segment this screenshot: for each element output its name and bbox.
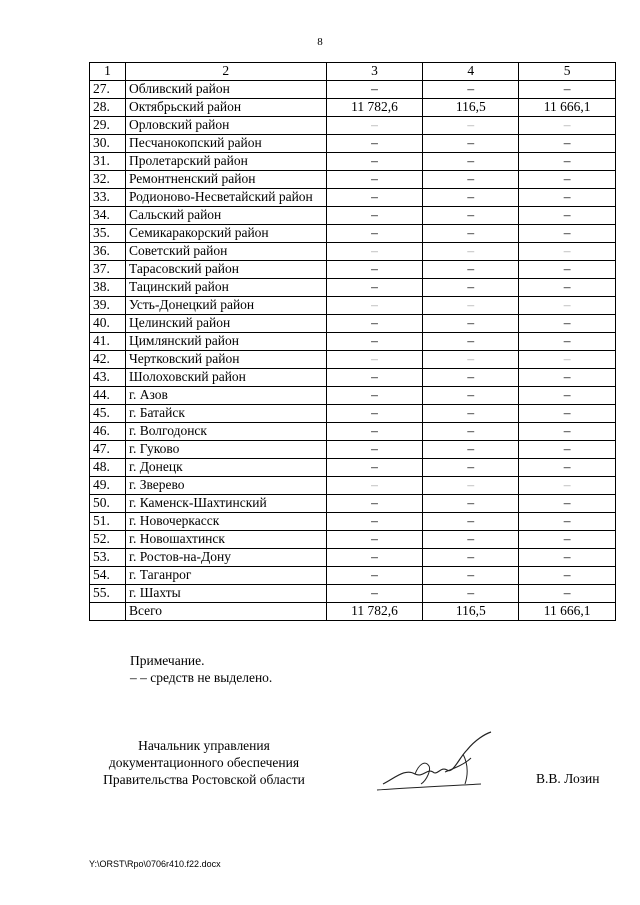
row-number: 40. bbox=[90, 315, 126, 333]
value-col5: – bbox=[519, 189, 616, 207]
value-col4: – bbox=[423, 279, 519, 297]
district-name: г. Таганрог bbox=[125, 567, 326, 585]
table-row bbox=[90, 243, 616, 261]
row-number: 28. bbox=[90, 99, 126, 117]
district-name: г. Волгодонск bbox=[125, 423, 326, 441]
district-name: Обливский район bbox=[125, 81, 326, 99]
row-number: 30. bbox=[90, 135, 126, 153]
row-number: 29. bbox=[90, 117, 126, 135]
district-name: Тацинский район bbox=[125, 279, 326, 297]
value-col4: – bbox=[423, 189, 519, 207]
district-name: г. Зверево bbox=[125, 477, 326, 495]
signatory-title-line: Начальник управления bbox=[138, 738, 270, 753]
table-row bbox=[90, 297, 616, 315]
value-col3: – bbox=[326, 459, 423, 477]
note-text: – – средств не выделено. bbox=[130, 670, 273, 685]
total-col5: 11 666,1 bbox=[519, 603, 616, 621]
value-col4: 116,5 bbox=[423, 99, 519, 117]
district-name: г. Ростов-на-Дону bbox=[125, 549, 326, 567]
value-col3: – bbox=[326, 315, 423, 333]
table-row bbox=[90, 207, 616, 225]
district-name: Усть-Донецкий район bbox=[125, 297, 326, 315]
value-col5: – bbox=[519, 279, 616, 297]
row-number: 33. bbox=[90, 189, 126, 207]
value-col5: – bbox=[519, 297, 616, 315]
table-row bbox=[90, 261, 616, 279]
row-number: 34. bbox=[90, 207, 126, 225]
table-row bbox=[90, 387, 616, 405]
value-col5: – bbox=[519, 315, 616, 333]
value-col3: – bbox=[326, 225, 423, 243]
table-row bbox=[90, 369, 616, 387]
value-col4: – bbox=[423, 495, 519, 513]
value-col3: – bbox=[326, 261, 423, 279]
value-col5: – bbox=[519, 549, 616, 567]
district-name: Семикаракорский район bbox=[125, 225, 326, 243]
value-col5: – bbox=[519, 225, 616, 243]
value-col4: – bbox=[423, 315, 519, 333]
value-col3: – bbox=[326, 387, 423, 405]
row-number: 35. bbox=[90, 225, 126, 243]
value-col3: – bbox=[326, 585, 423, 603]
table-row bbox=[90, 495, 616, 513]
column-header: 1 bbox=[90, 63, 126, 81]
value-col3: – bbox=[326, 297, 423, 315]
handwritten-signature bbox=[375, 728, 495, 798]
value-col4: – bbox=[423, 405, 519, 423]
row-number: 41. bbox=[90, 333, 126, 351]
value-col3: – bbox=[326, 405, 423, 423]
column-header: 3 bbox=[326, 63, 423, 81]
district-name: Шолоховский район bbox=[125, 369, 326, 387]
value-col4: – bbox=[423, 459, 519, 477]
district-name: Советский район bbox=[125, 243, 326, 261]
row-number: 44. bbox=[90, 387, 126, 405]
value-col4: – bbox=[423, 369, 519, 387]
value-col3: – bbox=[326, 153, 423, 171]
value-col4: – bbox=[423, 207, 519, 225]
row-number: 47. bbox=[90, 441, 126, 459]
value-col3: – bbox=[326, 207, 423, 225]
value-col5: – bbox=[519, 585, 616, 603]
value-col5: – bbox=[519, 207, 616, 225]
value-col4: – bbox=[423, 351, 519, 369]
total-col3: 11 782,6 bbox=[326, 603, 423, 621]
row-number: 38. bbox=[90, 279, 126, 297]
value-col5: – bbox=[519, 261, 616, 279]
table-row bbox=[90, 441, 616, 459]
value-col5: – bbox=[519, 495, 616, 513]
value-col5: – bbox=[519, 135, 616, 153]
table-row bbox=[90, 117, 616, 135]
district-name: Сальский район bbox=[125, 207, 326, 225]
value-col4: – bbox=[423, 81, 519, 99]
value-col3: – bbox=[326, 333, 423, 351]
value-col4: – bbox=[423, 387, 519, 405]
value-col4: – bbox=[423, 567, 519, 585]
table-row bbox=[90, 225, 616, 243]
row-number: 54. bbox=[90, 567, 126, 585]
value-col5: – bbox=[519, 405, 616, 423]
value-col3: – bbox=[326, 243, 423, 261]
table-row bbox=[90, 333, 616, 351]
table-row bbox=[90, 99, 616, 117]
table-row bbox=[90, 171, 616, 189]
value-col3: – bbox=[326, 549, 423, 567]
value-col3: – bbox=[326, 495, 423, 513]
value-col5: – bbox=[519, 81, 616, 99]
district-name: г. Каменск-Шахтинский bbox=[125, 495, 326, 513]
note-block bbox=[130, 652, 272, 686]
row-number: 39. bbox=[90, 297, 126, 315]
row-number: 43. bbox=[90, 369, 126, 387]
district-name: г. Донецк bbox=[125, 459, 326, 477]
district-name: Тарасовский район bbox=[125, 261, 326, 279]
allocation-table bbox=[89, 62, 616, 621]
row-number: 31. bbox=[90, 153, 126, 171]
value-col5: – bbox=[519, 333, 616, 351]
value-col4: – bbox=[423, 585, 519, 603]
row-number: 48. bbox=[90, 459, 126, 477]
district-name: Целинский район bbox=[125, 315, 326, 333]
value-col5: – bbox=[519, 351, 616, 369]
file-path-footer: Y:\ORST\Rpo\0706r410.f22.docx bbox=[89, 859, 221, 869]
row-number: 51. bbox=[90, 513, 126, 531]
value-col3: – bbox=[326, 81, 423, 99]
value-col3: – bbox=[326, 567, 423, 585]
signatory-title-line: документационного обеспечения bbox=[108, 755, 300, 770]
total-label: Всего bbox=[125, 603, 326, 621]
district-name: г. Новошахтинск bbox=[125, 531, 326, 549]
value-col4: – bbox=[423, 513, 519, 531]
table-row bbox=[90, 405, 616, 423]
table-row bbox=[90, 315, 616, 333]
district-name: Октябрьский район bbox=[125, 99, 326, 117]
value-col4: – bbox=[423, 423, 519, 441]
value-col4: – bbox=[423, 477, 519, 495]
district-name: Цимлянский район bbox=[125, 333, 326, 351]
value-col5: – bbox=[519, 567, 616, 585]
value-col5: – bbox=[519, 243, 616, 261]
row-number: 53. bbox=[90, 549, 126, 567]
value-col3: – bbox=[326, 351, 423, 369]
row-number: 55. bbox=[90, 585, 126, 603]
table-row bbox=[90, 279, 616, 297]
table-row bbox=[90, 567, 616, 585]
value-col5: – bbox=[519, 117, 616, 135]
column-header: 5 bbox=[519, 63, 616, 81]
value-col4: – bbox=[423, 333, 519, 351]
signatory-name: В.В. Лозин bbox=[536, 771, 600, 786]
row-number: 50. bbox=[90, 495, 126, 513]
value-col3: 11 782,6 bbox=[326, 99, 423, 117]
value-col3: – bbox=[326, 189, 423, 207]
value-col5: – bbox=[519, 387, 616, 405]
signatory-title bbox=[89, 737, 319, 788]
value-col5: – bbox=[519, 459, 616, 477]
district-name: Пролетарский район bbox=[125, 153, 326, 171]
value-col4: – bbox=[423, 549, 519, 567]
value-col4: – bbox=[423, 441, 519, 459]
note-title: Примечание. bbox=[130, 653, 205, 668]
table-header-row bbox=[90, 63, 616, 81]
row-number: 36. bbox=[90, 243, 126, 261]
value-col5: – bbox=[519, 153, 616, 171]
row-number: 42. bbox=[90, 351, 126, 369]
value-col4: – bbox=[423, 117, 519, 135]
value-col3: – bbox=[326, 369, 423, 387]
column-header: 4 bbox=[423, 63, 519, 81]
district-name: Ремонтненский район bbox=[125, 171, 326, 189]
value-col5: – bbox=[519, 531, 616, 549]
table-row bbox=[90, 423, 616, 441]
row-number: 49. bbox=[90, 477, 126, 495]
table-row bbox=[90, 549, 616, 567]
value-col3: – bbox=[326, 441, 423, 459]
table-row bbox=[90, 513, 616, 531]
value-col5: 11 666,1 bbox=[519, 99, 616, 117]
value-col3: – bbox=[326, 171, 423, 189]
column-header: 2 bbox=[125, 63, 326, 81]
district-name: г. Батайск bbox=[125, 405, 326, 423]
value-col4: – bbox=[423, 297, 519, 315]
value-col4: – bbox=[423, 171, 519, 189]
value-col5: – bbox=[519, 477, 616, 495]
value-col4: – bbox=[423, 135, 519, 153]
value-col4: – bbox=[423, 531, 519, 549]
district-name: г. Гуково bbox=[125, 441, 326, 459]
value-col4: – bbox=[423, 243, 519, 261]
table-row bbox=[90, 459, 616, 477]
value-col5: – bbox=[519, 369, 616, 387]
table-row bbox=[90, 153, 616, 171]
value-col3: – bbox=[326, 513, 423, 531]
value-col3: – bbox=[326, 117, 423, 135]
total-col4: 116,5 bbox=[423, 603, 519, 621]
row-number: 52. bbox=[90, 531, 126, 549]
table-row bbox=[90, 135, 616, 153]
table-row bbox=[90, 477, 616, 495]
district-name: Орловский район bbox=[125, 117, 326, 135]
table-row bbox=[90, 81, 616, 99]
total-blank bbox=[90, 603, 126, 621]
value-col5: – bbox=[519, 441, 616, 459]
district-name: Чертковский район bbox=[125, 351, 326, 369]
district-name: г. Новочеркасск bbox=[125, 513, 326, 531]
value-col5: – bbox=[519, 423, 616, 441]
total-row bbox=[90, 603, 616, 621]
table-row bbox=[90, 531, 616, 549]
value-col4: – bbox=[423, 225, 519, 243]
district-name: Родионово-Несветайский район bbox=[125, 189, 326, 207]
value-col3: – bbox=[326, 279, 423, 297]
value-col5: – bbox=[519, 513, 616, 531]
value-col4: – bbox=[423, 153, 519, 171]
district-name: Песчанокопский район bbox=[125, 135, 326, 153]
value-col4: – bbox=[423, 261, 519, 279]
district-name: г. Шахты bbox=[125, 585, 326, 603]
table-row bbox=[90, 585, 616, 603]
row-number: 37. bbox=[90, 261, 126, 279]
row-number: 46. bbox=[90, 423, 126, 441]
table-row bbox=[90, 351, 616, 369]
value-col3: – bbox=[326, 423, 423, 441]
value-col5: – bbox=[519, 171, 616, 189]
table-row bbox=[90, 189, 616, 207]
district-name: г. Азов bbox=[125, 387, 326, 405]
value-col3: – bbox=[326, 531, 423, 549]
page-number: 8 bbox=[317, 36, 323, 48]
value-col3: – bbox=[326, 477, 423, 495]
value-col3: – bbox=[326, 135, 423, 153]
row-number: 32. bbox=[90, 171, 126, 189]
row-number: 45. bbox=[90, 405, 126, 423]
row-number: 27. bbox=[90, 81, 126, 99]
signatory-title-line: Правительства Ростовской области bbox=[103, 772, 305, 787]
